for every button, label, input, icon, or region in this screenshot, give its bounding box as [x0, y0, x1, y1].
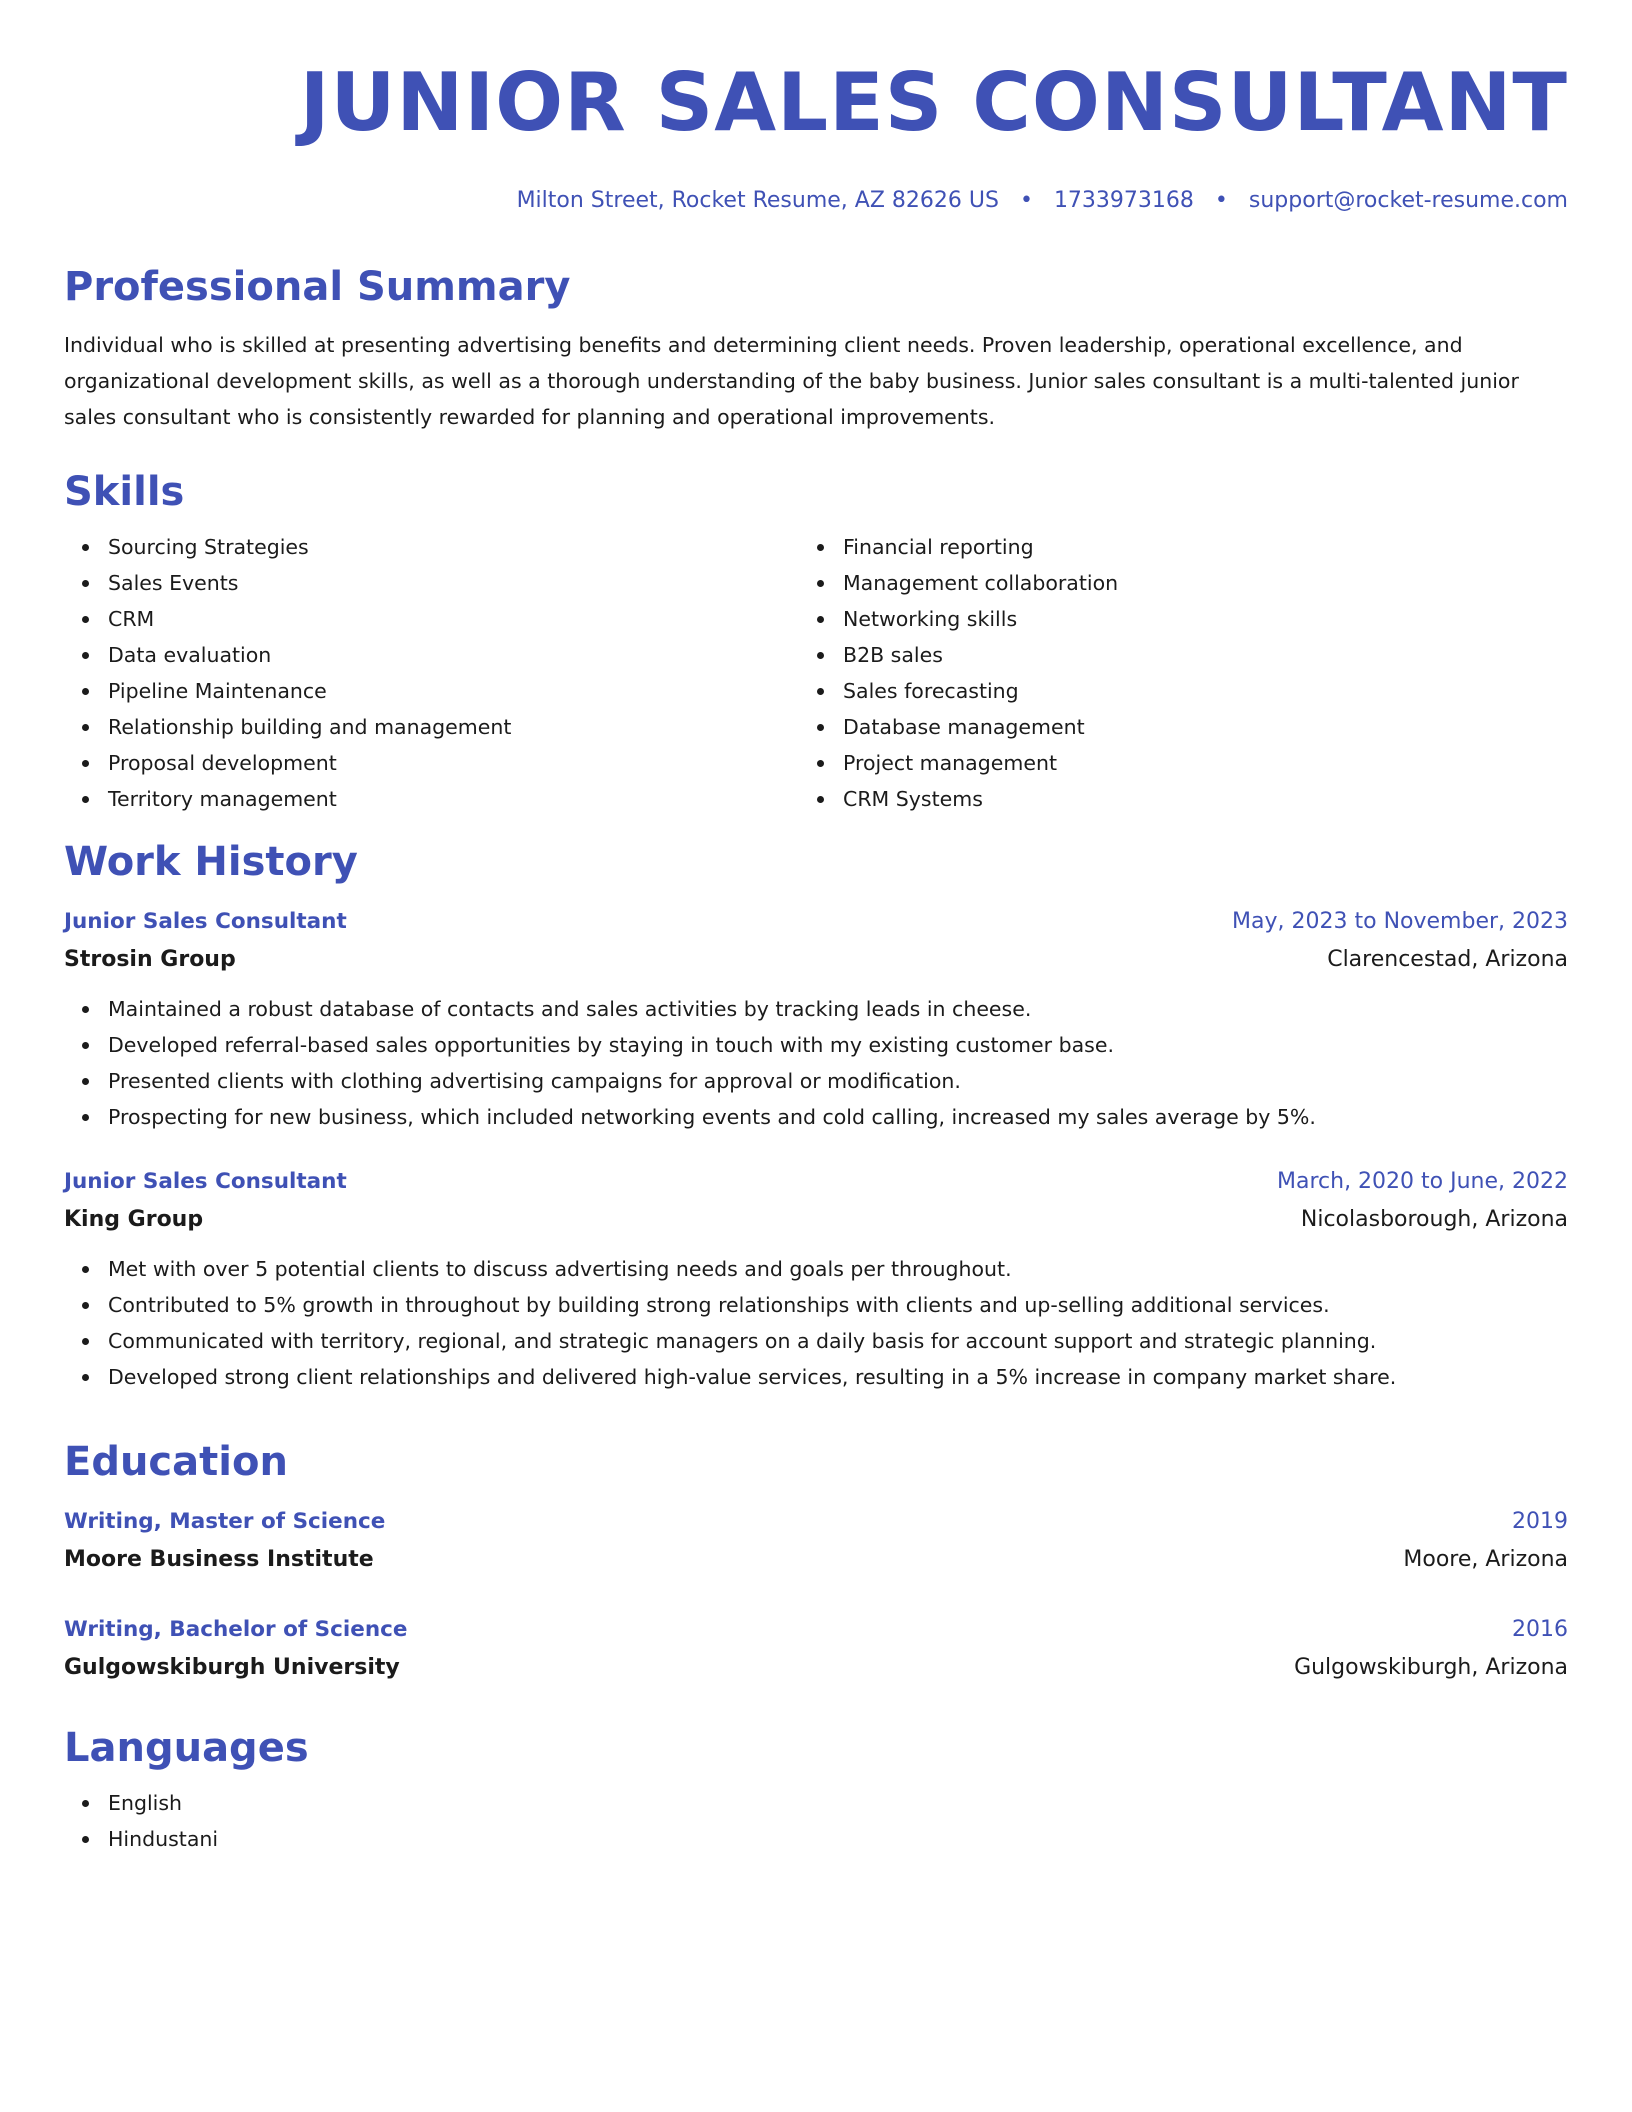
job-bullet: Prospecting for new business, which included networking events and cold calling, increased my sales average by 5%. — [108, 1099, 1568, 1135]
job-bullet: Developed strong client relationships and delivered high-value services, resulting in a 5% increase in company market share. — [108, 1359, 1568, 1395]
skill-item: Sales forecasting — [843, 673, 1118, 709]
contact-email[interactable]: support@rocket-resume.com — [1248, 188, 1568, 213]
job-bullet: Contributed to 5% growth in throughout by building strong relationships with clients and up-selling additional services. — [108, 1287, 1568, 1323]
job-company-row — [64, 1201, 1568, 1239]
skill-item: Sales Events — [108, 565, 799, 601]
education-header-row — [64, 1611, 1568, 1649]
work-history-heading: Work History — [64, 839, 358, 885]
contact-phone: 1733973168 — [1053, 188, 1194, 213]
job-location: Nicolasborough, Arizona — [1300, 1207, 1568, 1232]
job-bullet: Maintained a robust database of contacts and sales activities by tracking leads in cheese. — [108, 991, 1568, 1027]
job-bullets — [64, 1251, 1568, 1395]
skills-columns — [64, 529, 1568, 817]
resume-name: JUNIOR SALES CONSULTANT — [299, 56, 1568, 149]
education-location: Gulgowskiburgh, Arizona — [1294, 1655, 1568, 1680]
contact-separator: • — [1214, 188, 1228, 213]
languages-heading: Languages — [64, 1725, 309, 1771]
job-entry — [64, 1163, 1568, 1395]
skill-item: Territory management — [108, 781, 799, 817]
education-header-row — [64, 1503, 1568, 1541]
education-year: 2019 — [1512, 1509, 1568, 1534]
languages-list — [64, 1785, 1568, 1857]
contact-separator: • — [1019, 188, 1033, 213]
education-entry — [64, 1611, 1568, 1687]
contact-line — [64, 186, 1568, 216]
education-entry — [64, 1503, 1568, 1579]
summary-text: Individual who is skilled at presenting advertising benefits and determining client needs. Proven leadership, operational excellence, and organizational development skills, as well as a thorough understanding of the baby business. Junior sales consultant is a multi-talented junior sales consultant who is consistently rewarded for planning and operational improvements. — [64, 333, 1519, 429]
job-company: Strosin Group — [64, 947, 236, 972]
job-header-row — [64, 903, 1568, 941]
education-school-row — [64, 1541, 1568, 1579]
skill-item: B2B sales — [843, 637, 1118, 673]
education-school-row — [64, 1649, 1568, 1687]
education-location: Moore, Arizona — [1403, 1547, 1568, 1572]
job-bullet: Presented clients with clothing advertising campaigns for approval or modification. — [108, 1063, 1568, 1099]
education-year: 2016 — [1512, 1617, 1568, 1642]
skill-item: Data evaluation — [108, 637, 799, 673]
skills-left-list — [64, 529, 799, 817]
language-item: English — [108, 1785, 1568, 1821]
job-title: Junior Sales Consultant — [64, 1169, 347, 1194]
job-bullet: Communicated with territory, regional, and strategic managers on a daily basis for account support and strategic planning. — [108, 1323, 1568, 1359]
education-school: Moore Business Institute — [64, 1547, 374, 1572]
skill-item: Pipeline Maintenance — [108, 673, 799, 709]
language-item: Hindustani — [108, 1821, 1568, 1857]
job-company: King Group — [64, 1207, 204, 1232]
job-title: Junior Sales Consultant — [64, 909, 347, 934]
skill-item: Financial reporting — [843, 529, 1118, 565]
job-company-row — [64, 941, 1568, 979]
skill-item: Networking skills — [843, 601, 1118, 637]
skill-item: Project management — [843, 745, 1118, 781]
skill-item: Management collaboration — [843, 565, 1118, 601]
job-bullet: Met with over 5 potential clients to discuss advertising needs and goals per throughout. — [108, 1251, 1568, 1287]
job-entry — [64, 903, 1568, 1135]
education-heading: Education — [64, 1439, 288, 1485]
education-school: Gulgowskiburgh University — [64, 1655, 400, 1680]
job-bullets — [64, 991, 1568, 1135]
job-dates: May, 2023 to November, 2023 — [1232, 909, 1568, 934]
skills-heading: Skills — [64, 469, 185, 515]
skills-right-list — [799, 529, 1118, 817]
contact-address: Milton Street, Rocket Resume, AZ 82626 US — [516, 188, 999, 213]
job-bullet: Developed referral-based sales opportunities by staying in touch with my existing customer base. — [108, 1027, 1568, 1063]
skill-item: CRM Systems — [843, 781, 1118, 817]
skill-item: Database management — [843, 709, 1118, 745]
education-degree: Writing, Bachelor of Science — [64, 1617, 408, 1642]
skill-item: Proposal development — [108, 745, 799, 781]
education-degree: Writing, Master of Science — [64, 1509, 386, 1534]
job-dates: March, 2020 to June, 2022 — [1277, 1169, 1568, 1194]
skill-item: Relationship building and management — [108, 709, 799, 745]
skill-item: Sourcing Strategies — [108, 529, 799, 565]
job-header-row — [64, 1163, 1568, 1201]
job-location: Clarencestad, Arizona — [1327, 947, 1568, 972]
skill-item: CRM — [108, 601, 799, 637]
summary-heading: Professional Summary — [64, 264, 571, 310]
